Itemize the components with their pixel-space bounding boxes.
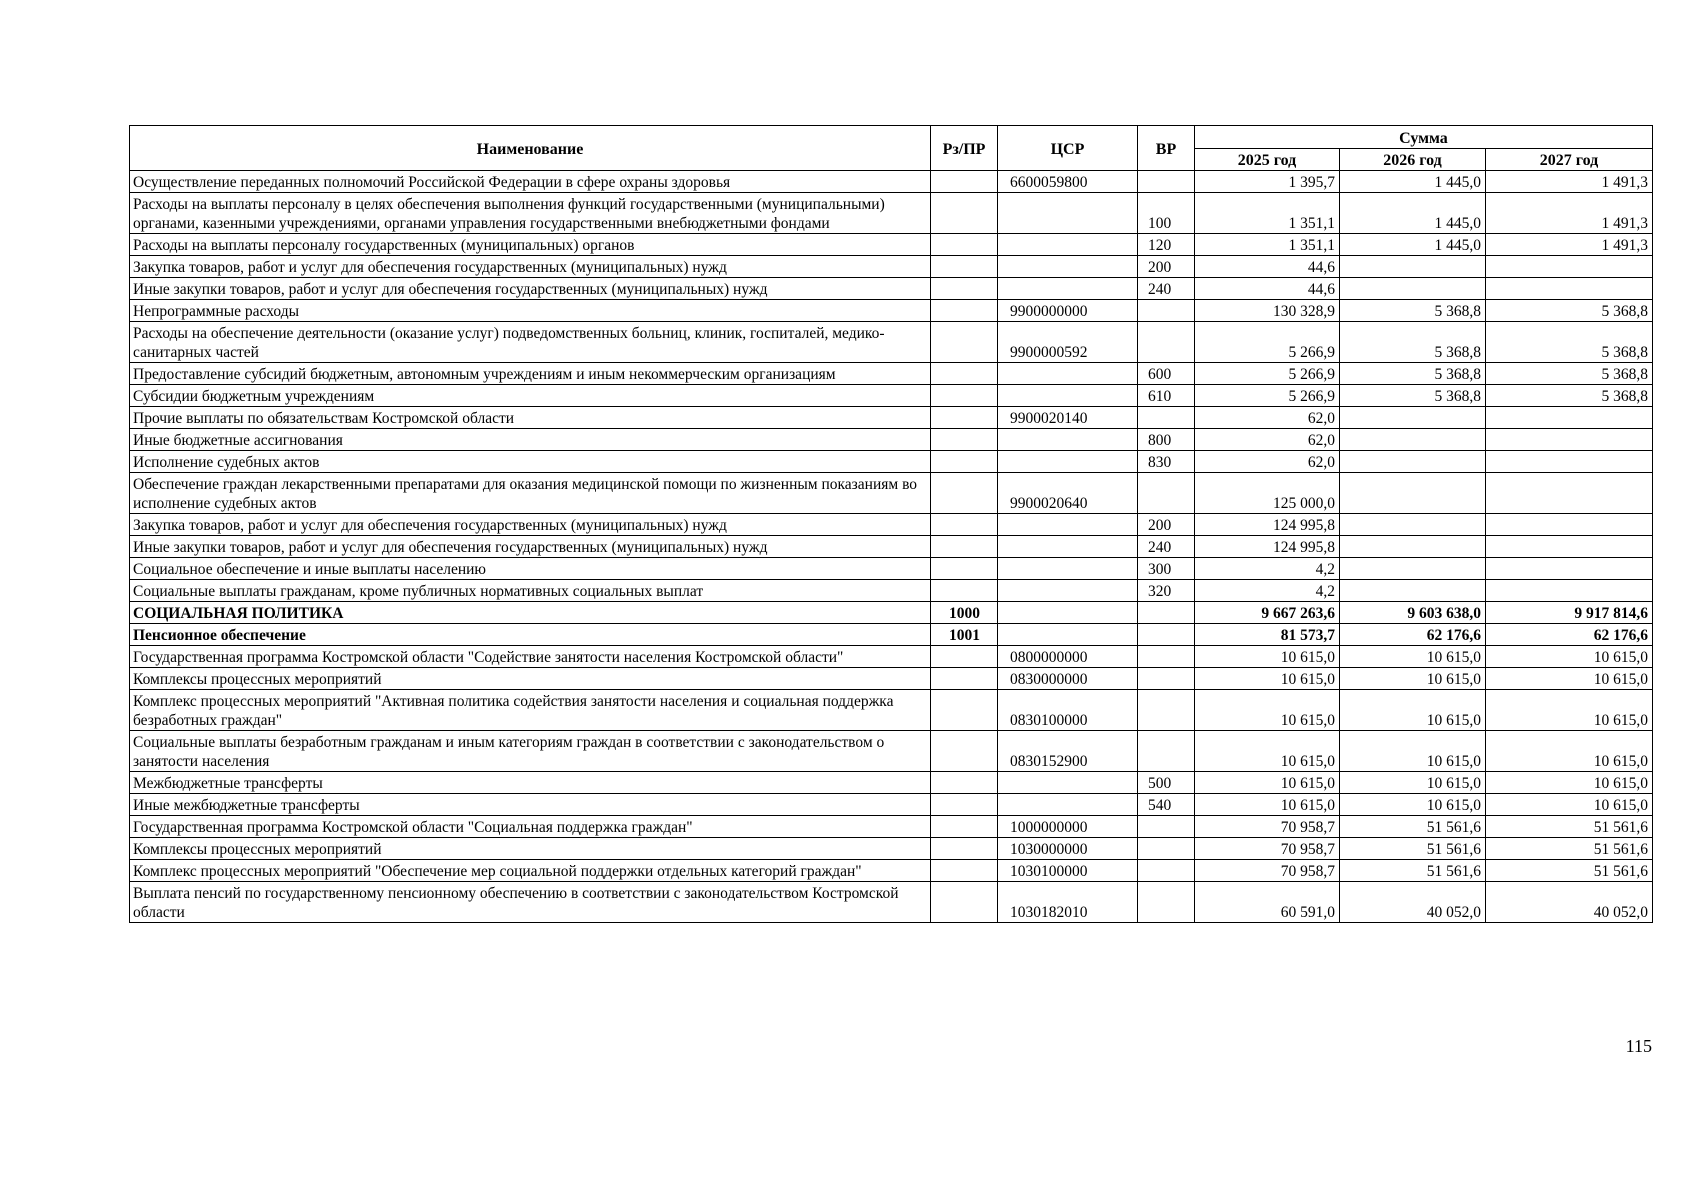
row-sum-2027: 5 368,8 [1486, 363, 1653, 385]
row-csr: 1030000000 [998, 838, 1138, 860]
row-csr: 0830100000 [998, 690, 1138, 731]
row-sum-2026 [1340, 278, 1486, 300]
row-sum-2027: 10 615,0 [1486, 646, 1653, 668]
row-csr [998, 514, 1138, 536]
row-sum-2027: 40 052,0 [1486, 882, 1653, 923]
row-vr: 300 [1138, 558, 1195, 580]
row-sum-2027: 51 561,6 [1486, 816, 1653, 838]
row-csr [998, 363, 1138, 385]
row-sum-2025: 10 615,0 [1195, 668, 1340, 690]
row-sum-2025: 10 615,0 [1195, 690, 1340, 731]
row-vr [1138, 690, 1195, 731]
row-csr: 0830000000 [998, 668, 1138, 690]
row-name: Расходы на обеспечение деятельности (оказание услуг) подведомственных больниц, клиник, госпиталей, медико-санитарных частей [130, 322, 931, 363]
row-rzpr [931, 473, 998, 514]
table-row [130, 407, 1653, 429]
row-csr [998, 624, 1138, 646]
row-sum-2025: 1 351,1 [1195, 234, 1340, 256]
row-rzpr [931, 860, 998, 882]
table-row [130, 624, 1653, 646]
row-vr [1138, 882, 1195, 923]
row-name: Осуществление переданных полномочий Российской Федерации в сфере охраны здоровья [130, 171, 931, 193]
row-sum-2026: 10 615,0 [1340, 690, 1486, 731]
row-sum-2026: 51 561,6 [1340, 838, 1486, 860]
row-sum-2026 [1340, 429, 1486, 451]
row-csr [998, 602, 1138, 624]
row-csr [998, 772, 1138, 794]
row-csr: 6600059800 [998, 171, 1138, 193]
row-sum-2025: 4,2 [1195, 558, 1340, 580]
row-sum-2025: 130 328,9 [1195, 300, 1340, 322]
row-rzpr [931, 882, 998, 923]
row-sum-2026: 5 368,8 [1340, 300, 1486, 322]
row-rzpr [931, 794, 998, 816]
row-name: Прочие выплаты по обязательствам Костромской области [130, 407, 931, 429]
row-vr: 240 [1138, 278, 1195, 300]
row-sum-2026: 10 615,0 [1340, 646, 1486, 668]
row-sum-2026 [1340, 451, 1486, 473]
row-sum-2025: 10 615,0 [1195, 646, 1340, 668]
row-rzpr [931, 429, 998, 451]
row-rzpr [931, 300, 998, 322]
row-name: Расходы на выплаты персоналу в целях обеспечения выполнения функций государственными (муниципальными) органами, казенными учреждениями, органами управления государственными внебюджетными фондами [130, 193, 931, 234]
header-year-2025: 2025 год [1195, 149, 1340, 171]
row-rzpr [931, 171, 998, 193]
row-name: Социальные выплаты безработным гражданам и иным категориям граждан в соответствии с законодательством о занятости населения [130, 731, 931, 772]
row-csr: 0800000000 [998, 646, 1138, 668]
row-vr [1138, 300, 1195, 322]
row-csr: 1000000000 [998, 816, 1138, 838]
row-vr: 500 [1138, 772, 1195, 794]
row-sum-2025: 4,2 [1195, 580, 1340, 602]
row-vr [1138, 731, 1195, 772]
row-csr [998, 234, 1138, 256]
table-row [130, 322, 1653, 363]
table-row [130, 668, 1653, 690]
row-name: Выплата пенсий по государственному пенсионному обеспечению в соответствии с законодательством Костромской области [130, 882, 931, 923]
row-vr: 120 [1138, 234, 1195, 256]
row-vr: 540 [1138, 794, 1195, 816]
table-row [130, 300, 1653, 322]
row-csr: 9900000592 [998, 322, 1138, 363]
row-csr [998, 256, 1138, 278]
row-sum-2027: 10 615,0 [1486, 731, 1653, 772]
table-row [130, 451, 1653, 473]
row-vr: 830 [1138, 451, 1195, 473]
row-name: Комплекс процессных мероприятий "Активная политика содействия занятости населения и социальная поддержка безработных граждан" [130, 690, 931, 731]
row-vr: 100 [1138, 193, 1195, 234]
row-csr [998, 451, 1138, 473]
row-sum-2027: 10 615,0 [1486, 794, 1653, 816]
header-sum: Сумма [1195, 126, 1653, 149]
row-sum-2025: 9 667 263,6 [1195, 602, 1340, 624]
row-vr: 610 [1138, 385, 1195, 407]
row-sum-2025: 1 351,1 [1195, 193, 1340, 234]
row-sum-2027: 1 491,3 [1486, 234, 1653, 256]
table-row [130, 256, 1653, 278]
row-rzpr [931, 816, 998, 838]
row-sum-2027: 10 615,0 [1486, 772, 1653, 794]
row-name: Субсидии бюджетным учреждениям [130, 385, 931, 407]
row-vr [1138, 407, 1195, 429]
row-rzpr [931, 838, 998, 860]
row-sum-2027 [1486, 580, 1653, 602]
row-rzpr [931, 690, 998, 731]
row-rzpr [931, 731, 998, 772]
row-sum-2025: 62,0 [1195, 429, 1340, 451]
table-row [130, 514, 1653, 536]
table-row [130, 580, 1653, 602]
row-name: Предоставление субсидий бюджетным, автономным учреждениям и иным некоммерческим организациям [130, 363, 931, 385]
row-rzpr [931, 646, 998, 668]
table-row [130, 385, 1653, 407]
row-sum-2025: 70 958,7 [1195, 816, 1340, 838]
row-vr: 240 [1138, 536, 1195, 558]
row-name: Иные закупки товаров, работ и услуг для обеспечения государственных (муниципальных) нужд [130, 536, 931, 558]
row-csr [998, 278, 1138, 300]
table-row [130, 602, 1653, 624]
row-sum-2027 [1486, 429, 1653, 451]
row-csr [998, 429, 1138, 451]
row-sum-2026: 10 615,0 [1340, 794, 1486, 816]
row-sum-2025: 81 573,7 [1195, 624, 1340, 646]
row-sum-2025: 10 615,0 [1195, 772, 1340, 794]
table-row [130, 731, 1653, 772]
row-sum-2025: 70 958,7 [1195, 860, 1340, 882]
row-sum-2026 [1340, 558, 1486, 580]
row-sum-2027: 1 491,3 [1486, 193, 1653, 234]
table-row [130, 473, 1653, 514]
table-row [130, 278, 1653, 300]
row-name: Социальное обеспечение и иные выплаты населению [130, 558, 931, 580]
row-sum-2027 [1486, 536, 1653, 558]
row-sum-2026: 5 368,8 [1340, 322, 1486, 363]
row-sum-2027 [1486, 278, 1653, 300]
row-rzpr [931, 772, 998, 794]
row-csr: 9900020140 [998, 407, 1138, 429]
table-row [130, 860, 1653, 882]
table-header [130, 126, 1653, 171]
row-name: Исполнение судебных актов [130, 451, 931, 473]
row-sum-2026 [1340, 256, 1486, 278]
row-name: Комплексы процессных мероприятий [130, 838, 931, 860]
row-sum-2026: 1 445,0 [1340, 193, 1486, 234]
row-sum-2025: 62,0 [1195, 451, 1340, 473]
row-vr: 800 [1138, 429, 1195, 451]
row-name: Иные закупки товаров, работ и услуг для обеспечения государственных (муниципальных) нужд [130, 278, 931, 300]
table-row [130, 882, 1653, 923]
table-row [130, 536, 1653, 558]
row-vr [1138, 624, 1195, 646]
row-sum-2027: 5 368,8 [1486, 300, 1653, 322]
row-csr [998, 558, 1138, 580]
table-body [130, 171, 1653, 923]
row-vr [1138, 668, 1195, 690]
row-rzpr [931, 322, 998, 363]
row-rzpr [931, 536, 998, 558]
row-sum-2025: 5 266,9 [1195, 363, 1340, 385]
table-row [130, 234, 1653, 256]
row-sum-2026 [1340, 407, 1486, 429]
row-sum-2025: 124 995,8 [1195, 514, 1340, 536]
row-vr: 600 [1138, 363, 1195, 385]
row-sum-2026: 10 615,0 [1340, 668, 1486, 690]
row-rzpr [931, 278, 998, 300]
row-name: Межбюджетные трансферты [130, 772, 931, 794]
row-vr [1138, 860, 1195, 882]
row-sum-2025: 124 995,8 [1195, 536, 1340, 558]
row-name: Закупка товаров, работ и услуг для обеспечения государственных (муниципальных) нужд [130, 514, 931, 536]
table-row [130, 794, 1653, 816]
row-sum-2026: 5 368,8 [1340, 385, 1486, 407]
row-rzpr [931, 407, 998, 429]
row-name: Комплекс процессных мероприятий "Обеспечение мер социальной поддержки отдельных категорий граждан" [130, 860, 931, 882]
row-sum-2025: 10 615,0 [1195, 731, 1340, 772]
row-sum-2027 [1486, 514, 1653, 536]
row-name: Непрограммные расходы [130, 300, 931, 322]
row-sum-2025: 5 266,9 [1195, 385, 1340, 407]
row-rzpr [931, 451, 998, 473]
row-rzpr: 1000 [931, 602, 998, 624]
row-name: Социальные выплаты гражданам, кроме публичных нормативных социальных выплат [130, 580, 931, 602]
row-sum-2027: 10 615,0 [1486, 668, 1653, 690]
row-rzpr [931, 514, 998, 536]
row-vr [1138, 322, 1195, 363]
row-sum-2027: 5 368,8 [1486, 385, 1653, 407]
row-sum-2025: 44,6 [1195, 278, 1340, 300]
table-row [130, 558, 1653, 580]
row-rzpr: 1001 [931, 624, 998, 646]
table-row [130, 646, 1653, 668]
row-csr: 9900020640 [998, 473, 1138, 514]
row-sum-2026: 5 368,8 [1340, 363, 1486, 385]
row-vr [1138, 473, 1195, 514]
row-name: Расходы на выплаты персоналу государственных (муниципальных) органов [130, 234, 931, 256]
page-number: 115 [1625, 1036, 1652, 1056]
row-sum-2026: 10 615,0 [1340, 772, 1486, 794]
row-name: Государственная программа Костромской области "Содействие занятости населения Костромской области" [130, 646, 931, 668]
table-row [130, 690, 1653, 731]
row-sum-2025: 62,0 [1195, 407, 1340, 429]
row-sum-2027: 1 491,3 [1486, 171, 1653, 193]
row-sum-2027: 5 368,8 [1486, 322, 1653, 363]
row-vr [1138, 171, 1195, 193]
row-vr: 200 [1138, 256, 1195, 278]
row-sum-2025: 125 000,0 [1195, 473, 1340, 514]
row-rzpr [931, 385, 998, 407]
row-name: Государственная программа Костромской области "Социальная поддержка граждан" [130, 816, 931, 838]
row-sum-2026: 1 445,0 [1340, 234, 1486, 256]
row-sum-2026: 51 561,6 [1340, 860, 1486, 882]
row-sum-2026: 40 052,0 [1340, 882, 1486, 923]
row-vr: 320 [1138, 580, 1195, 602]
row-csr [998, 385, 1138, 407]
row-sum-2027: 51 561,6 [1486, 860, 1653, 882]
row-sum-2026 [1340, 536, 1486, 558]
row-vr [1138, 838, 1195, 860]
row-rzpr [931, 193, 998, 234]
row-sum-2026 [1340, 580, 1486, 602]
row-sum-2026: 62 176,6 [1340, 624, 1486, 646]
row-csr [998, 193, 1138, 234]
row-sum-2025: 60 591,0 [1195, 882, 1340, 923]
header-rzpr: Рз/ПР [931, 126, 998, 171]
table-row [130, 838, 1653, 860]
row-name: Закупка товаров, работ и услуг для обеспечения государственных (муниципальных) нужд [130, 256, 931, 278]
row-name: Комплексы процессных мероприятий [130, 668, 931, 690]
header-csr: ЦСР [998, 126, 1138, 171]
row-name: СОЦИАЛЬНАЯ ПОЛИТИКА [130, 602, 931, 624]
row-name: Обеспечение граждан лекарственными препаратами для оказания медицинской помощи по жизненным показаниям во исполнение судебных актов [130, 473, 931, 514]
table-row [130, 171, 1653, 193]
row-vr [1138, 602, 1195, 624]
row-sum-2027 [1486, 407, 1653, 429]
header-vr: ВР [1138, 126, 1195, 171]
row-sum-2025: 5 266,9 [1195, 322, 1340, 363]
row-csr: 1030100000 [998, 860, 1138, 882]
row-sum-2026: 9 603 638,0 [1340, 602, 1486, 624]
row-sum-2026 [1340, 473, 1486, 514]
row-sum-2026: 10 615,0 [1340, 731, 1486, 772]
row-rzpr [931, 234, 998, 256]
header-name: Наименование [130, 126, 931, 171]
table-row [130, 429, 1653, 451]
row-csr: 1030182010 [998, 882, 1138, 923]
row-rzpr [931, 668, 998, 690]
row-sum-2027 [1486, 558, 1653, 580]
row-sum-2027: 62 176,6 [1486, 624, 1653, 646]
row-rzpr [931, 256, 998, 278]
table-row [130, 193, 1653, 234]
row-sum-2027: 9 917 814,6 [1486, 602, 1653, 624]
row-vr: 200 [1138, 514, 1195, 536]
row-sum-2026: 51 561,6 [1340, 816, 1486, 838]
row-csr: 0830152900 [998, 731, 1138, 772]
row-csr [998, 536, 1138, 558]
row-rzpr [931, 363, 998, 385]
row-csr: 9900000000 [998, 300, 1138, 322]
table-row [130, 772, 1653, 794]
row-sum-2027 [1486, 473, 1653, 514]
header-year-2027: 2027 год [1486, 149, 1653, 171]
row-csr [998, 794, 1138, 816]
row-csr [998, 580, 1138, 602]
row-sum-2027 [1486, 451, 1653, 473]
table-row [130, 363, 1653, 385]
row-sum-2026 [1340, 514, 1486, 536]
row-sum-2025: 10 615,0 [1195, 794, 1340, 816]
row-sum-2026: 1 445,0 [1340, 171, 1486, 193]
budget-table [129, 125, 1653, 923]
row-sum-2025: 70 958,7 [1195, 838, 1340, 860]
row-name: Иные межбюджетные трансферты [130, 794, 931, 816]
row-vr [1138, 816, 1195, 838]
row-name: Пенсионное обеспечение [130, 624, 931, 646]
row-sum-2027 [1486, 256, 1653, 278]
row-sum-2027: 51 561,6 [1486, 838, 1653, 860]
row-rzpr [931, 558, 998, 580]
row-sum-2025: 44,6 [1195, 256, 1340, 278]
header-year-2026: 2026 год [1340, 149, 1486, 171]
row-rzpr [931, 580, 998, 602]
row-sum-2027: 10 615,0 [1486, 690, 1653, 731]
table-row [130, 816, 1653, 838]
row-sum-2025: 1 395,7 [1195, 171, 1340, 193]
row-vr [1138, 646, 1195, 668]
row-name: Иные бюджетные ассигнования [130, 429, 931, 451]
